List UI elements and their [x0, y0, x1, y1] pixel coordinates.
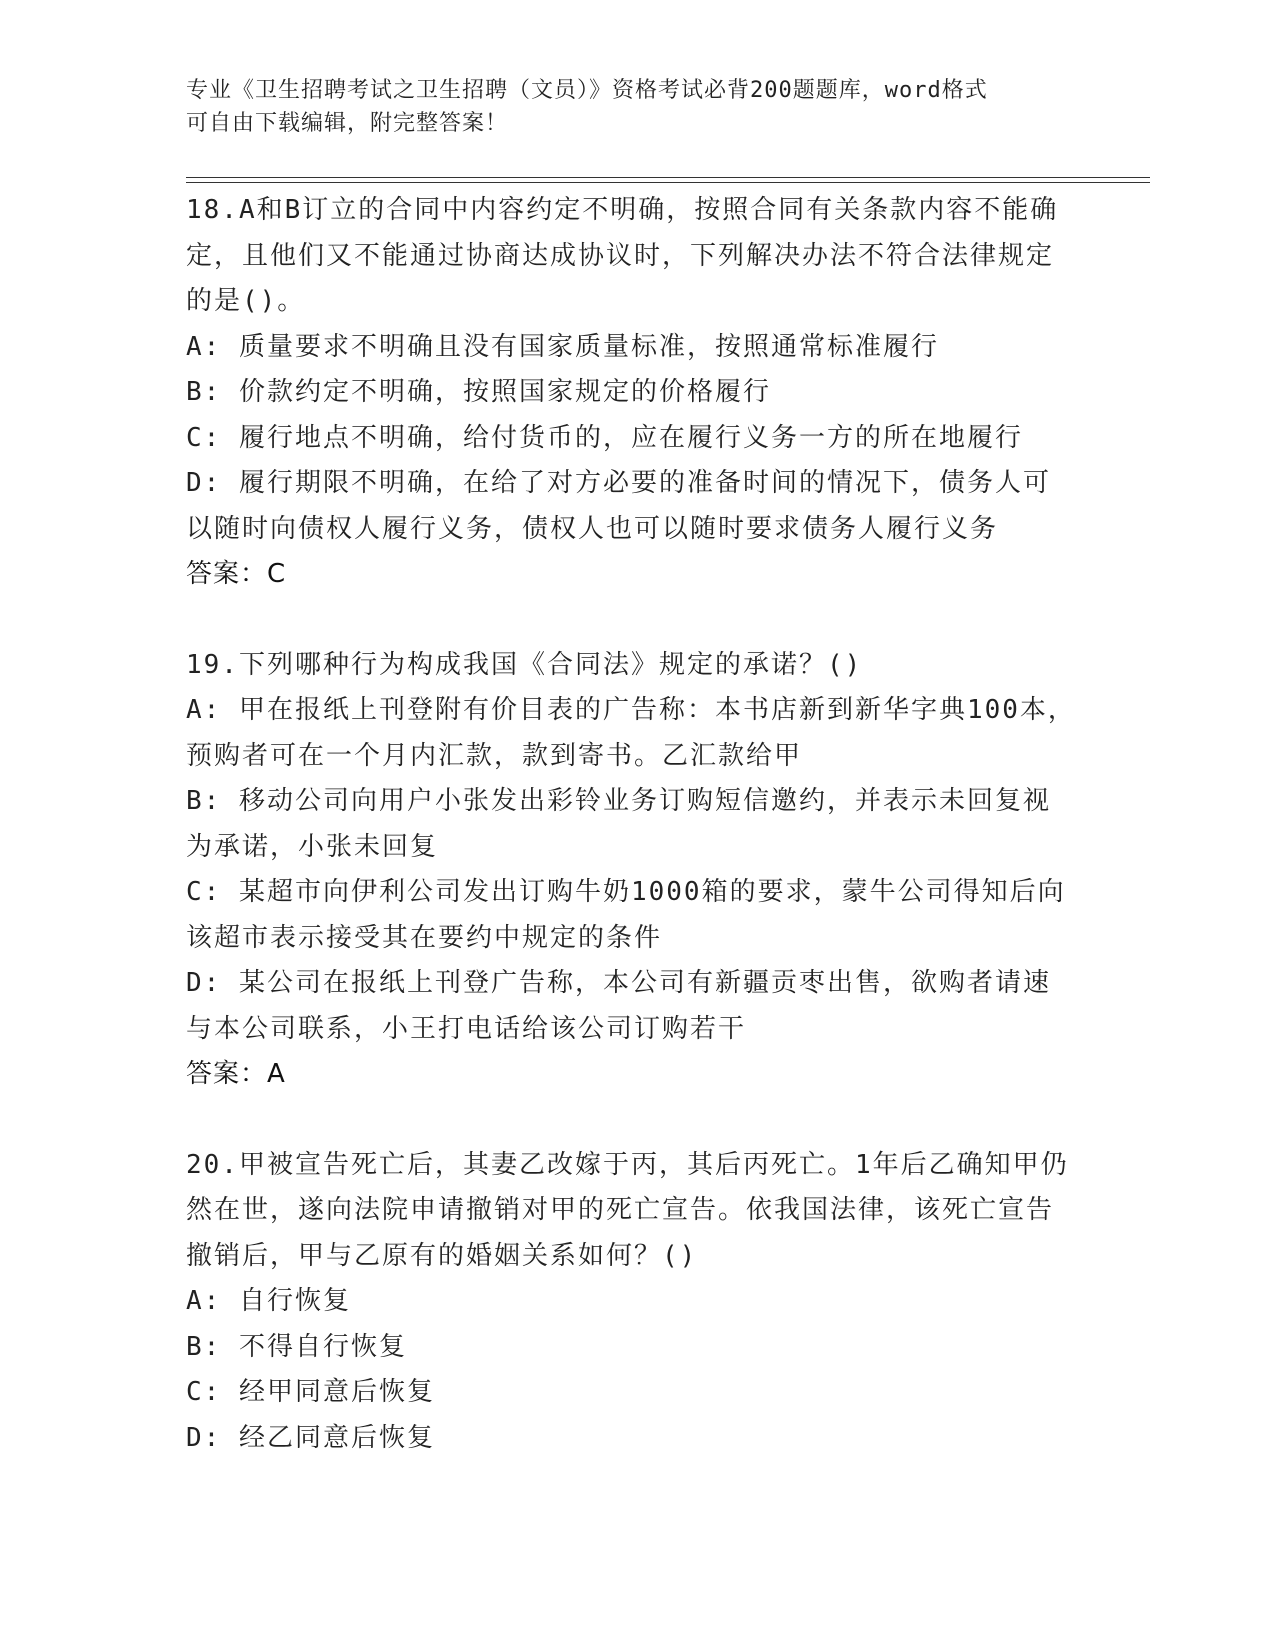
document-header	[186, 74, 1066, 140]
question-spacer	[186, 1098, 1086, 1143]
option-a: A: 甲在报纸上刊登附有价目表的广告称：本书店新到新华字典100本，预购者可在一个月内汇款，款到寄书。乙汇款给甲	[186, 695, 1076, 771]
option-c: C: 履行地点不明确，给付货币的，应在履行义务一方的所在地履行	[186, 422, 1023, 453]
question-stem: 19.下列哪种行为构成我国《合同法》规定的承诺？()	[186, 649, 863, 680]
option-b: B: 价款约定不明确，按照国家规定的价格履行	[186, 377, 771, 407]
question-18	[186, 188, 1086, 598]
header-line-1: 专业《卫生招聘考试之卫生招聘（文员）》资格考试必背200题题库，word格式	[186, 78, 988, 103]
question-20	[186, 1143, 1086, 1462]
header-line-2: 可自由下载编辑，附完整答案！	[186, 111, 509, 136]
option-d: D: 经乙同意后恢复	[186, 1422, 435, 1453]
option-b: B: 移动公司向用户小张发出彩铃业务订购短信邀约，并表示未回复视为承诺，小张未回复	[186, 786, 1051, 862]
option-d: D: 履行期限不明确，在给了对方必要的准备时间的情况下，债务人可以随时向债权人履行义务，债权人也可以随时要求债务人履行义务	[186, 468, 1051, 544]
answer-label: 答案：A	[186, 1059, 286, 1089]
question-list	[186, 188, 1086, 1461]
answer-label: 答案：C	[186, 559, 287, 589]
question-stem: 18.A和B订立的合同中内容约定不明确，按照合同有关条款内容不能确定，且他们又不能通过协商达成协议时，下列解决办法不符合法律规定的是()。	[186, 195, 1059, 316]
option-c: C: 经甲同意后恢复	[186, 1377, 435, 1407]
question-19	[186, 643, 1086, 1098]
option-d: D: 某公司在报纸上刊登广告称，本公司有新疆贡枣出售，欲购者请速与本公司联系，小王打电话给该公司订购若干	[186, 968, 1051, 1044]
option-a: A: 质量要求不明确且没有国家质量标准，按照通常标准履行	[186, 331, 939, 362]
option-a: A: 自行恢复	[186, 1286, 351, 1316]
question-stem: 20.甲被宣告死亡后，其妻乙改嫁于丙，其后丙死亡。1年后乙确知甲仍然在世，遂向法院申请撤销对甲的死亡宣告。依我国法律，该死亡宣告撤销后，甲与乙原有的婚姻关系如何？()	[186, 1149, 1069, 1271]
option-c: C: 某超市向伊利公司发出订购牛奶1000箱的要求，蒙牛公司得知后向该超市表示接受其在要约中规定的条件	[186, 877, 1066, 953]
option-b: B: 不得自行恢复	[186, 1331, 407, 1362]
question-spacer	[186, 598, 1086, 643]
header-double-rule	[186, 177, 1150, 183]
